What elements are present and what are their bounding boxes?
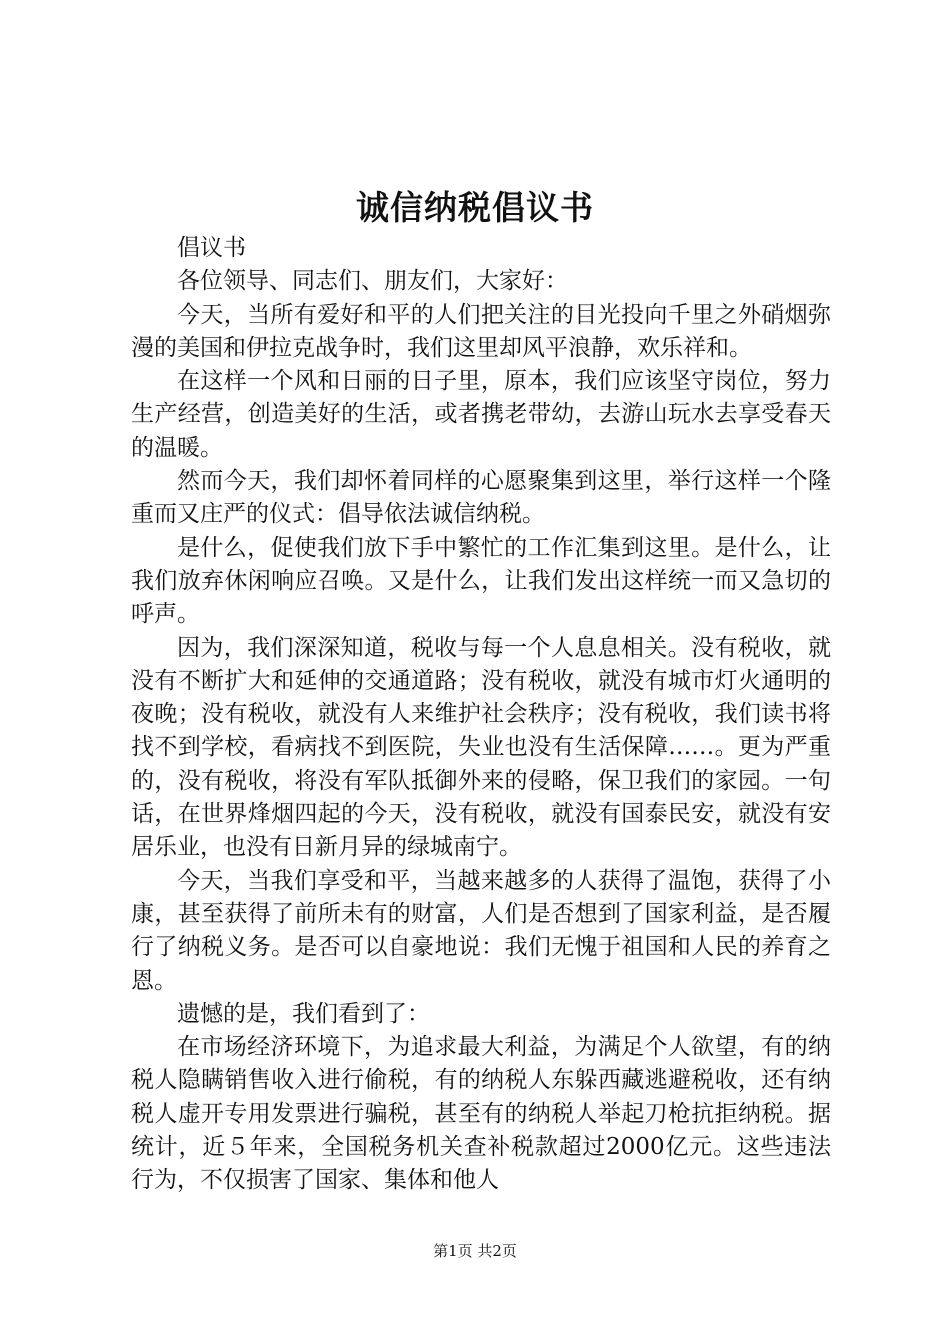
paragraph: 遗憾的是，我们看到了： (177, 1000, 430, 1027)
paragraph-greeting: 各位领导、同志们、朋友们，大家好： (177, 268, 568, 295)
paragraph: 今天，当所有爱好和平的人们把关注的目光投向千里之外硝烟弥漫的美国和伊拉克战争时，我们这里却风平浪静，欢乐祥和。 (131, 301, 831, 361)
page-footer: 第1页 共2页 (433, 1242, 517, 1260)
paragraph: 然而今天，我们却怀着同样的心愿聚集到这里，举行这样一个隆重而又庄严的仪式：倡导依法诚信纳税。 (131, 468, 831, 528)
paragraph: 今天，当我们享受和平，当越来越多的人获得了温饱，获得了小康，甚至获得了前所未有的财富，人们是否想到了国家利益，是否履行了纳税义务。是否可以自豪地说：我们无愧于祖国和人民的养育之恩。 (131, 867, 831, 994)
paragraph: 因为，我们深深知道，税收与每一个人息息相关。没有税收，就没有不断扩大和延伸的交通道路；没有税收，就没有城市灯火通明的夜晚；没有税收，就没有人来维护社会秩序；没有税收，我们读书将找不到学校，看病找不到医院，失业也没有生活保障……。更为严重的，没有税收，将没有军队抵御外来的侵略，保卫我们的家园。一句话，在世界烽烟四起的今天，没有税收，就没有国泰民安，就没有安居乐业，也没有日新月异的绿城南宁。 (131, 634, 831, 861)
paragraph: 是什么，促使我们放下手中繁忙的工作汇集到这里。是什么，让我们放弃休闲响应召唤。又是什么，让我们发出这样统一而又急切的呼声。 (131, 534, 831, 628)
document-body (131, 232, 831, 1198)
document-title: 诚信纳税倡议书 (356, 188, 594, 227)
paragraph: 在这样一个风和日丽的日子里，原本，我们应该坚守岗位，努力生产经营，创造美好的生活，或者携老带幼，去游山玩水去享受春天的温暖。 (131, 368, 831, 461)
paragraph: 在市场经济环境下，为追求最大利益，为满足个人欲望，有的纳税人隐瞒销售收入进行偷税，有的纳税人东躲西藏逃避税收，还有纳税人虚开专用发票进行骗税，甚至有的纳税人举起刀枪抗拒纳税。据统计，近５年来，全国税务机关查补税款超过2000亿元。这些违法行为，不仅损害了国家、集体和他人 (131, 1034, 831, 1194)
paragraph-heading: 倡议书 (177, 235, 246, 261)
